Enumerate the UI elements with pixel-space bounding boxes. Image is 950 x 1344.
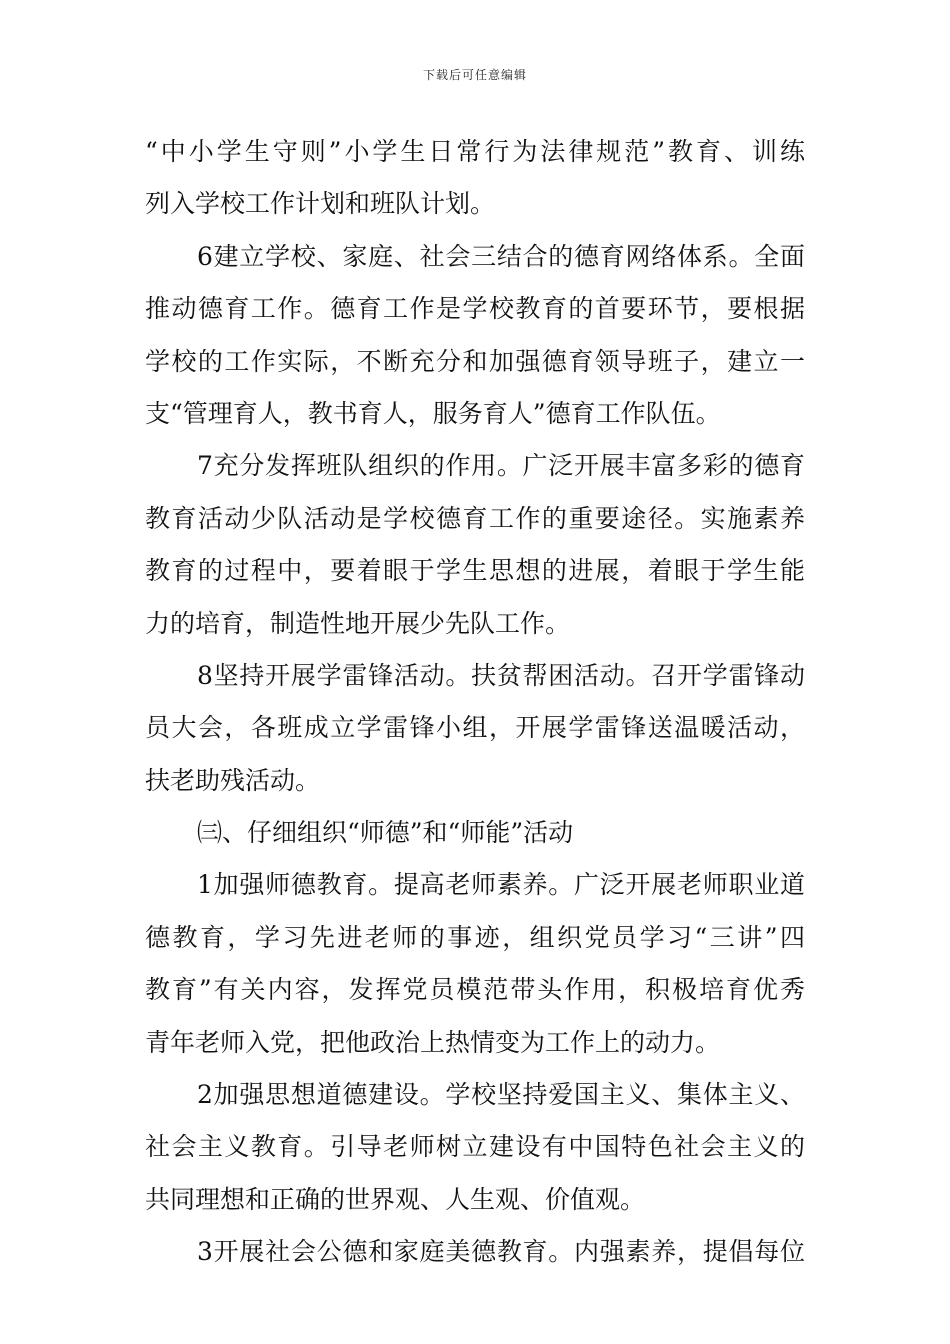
text-line: 6建立学校、家庭、社会三结合的德育网络体系。全面 — [197, 241, 805, 271]
text-line: 1加强师德教育。提高老师素养。广泛开展老师职业道 — [197, 870, 805, 900]
text-line: 青年老师入党，把他政治上热情变为工作上的动力。 — [145, 1027, 721, 1057]
text-line: 学校的工作实际，不断充分和加强德育领导班子，建立一 — [145, 346, 805, 376]
text-line: 支“管理育人，教书育人，服务育人”德育工作队伍。 — [145, 398, 721, 428]
body-text — [145, 126, 805, 1279]
header-note: 下载后可任意编辑 — [422, 68, 527, 82]
text-line: 员大会，各班成立学雷锋小组，开展学雷锋送温暖活动， — [145, 713, 805, 743]
text-line: 教育的过程中，要着眼于学生思想的进展，着眼于学生能 — [145, 556, 805, 586]
text-line: 德教育，学习先进老师的事迹，组织党员学习“三讲”四 — [145, 922, 805, 952]
text-line: 扶老助残活动。 — [145, 765, 321, 795]
text-line: 教育”有关内容，发挥党员模范带头作用，积极培育优秀 — [145, 975, 805, 1005]
text-line: 力的培育，制造性地开展少先队工作。 — [145, 608, 571, 638]
text-line: 列入学校工作计划和班队计划。 — [145, 189, 496, 219]
text-line: 2加强思想道德建设。学校坚持爱国主义、集体主义、 — [197, 1080, 805, 1110]
text-line: 推动德育工作。德育工作是学校教育的首要环节，要根据 — [145, 294, 805, 324]
text-line: 3开展社会公德和家庭美德教育。内强素养，提倡每位 — [197, 1237, 805, 1267]
text-line: “中小学生守则”小学生日常行为法律规范”教育、训练 — [145, 137, 805, 166]
text-line: 教育活动少队活动是学校德育工作的重要途径。实施素养 — [145, 503, 805, 533]
text-line: 7充分发挥班队组织的作用。广泛开展丰富多彩的德育 — [197, 451, 805, 481]
text-line: 共同理想和正确的世界观、人生观、价值观。 — [145, 1184, 646, 1214]
text-line: ㈢、仔细组织“师德”和“师能”活动 — [197, 818, 574, 848]
text-line: 社会主义教育。引导老师树立建设有中国特色社会主义的 — [145, 1132, 805, 1162]
text-line: 8坚持开展学雷锋活动。扶贫帮困活动。召开学雷锋动 — [197, 660, 805, 690]
